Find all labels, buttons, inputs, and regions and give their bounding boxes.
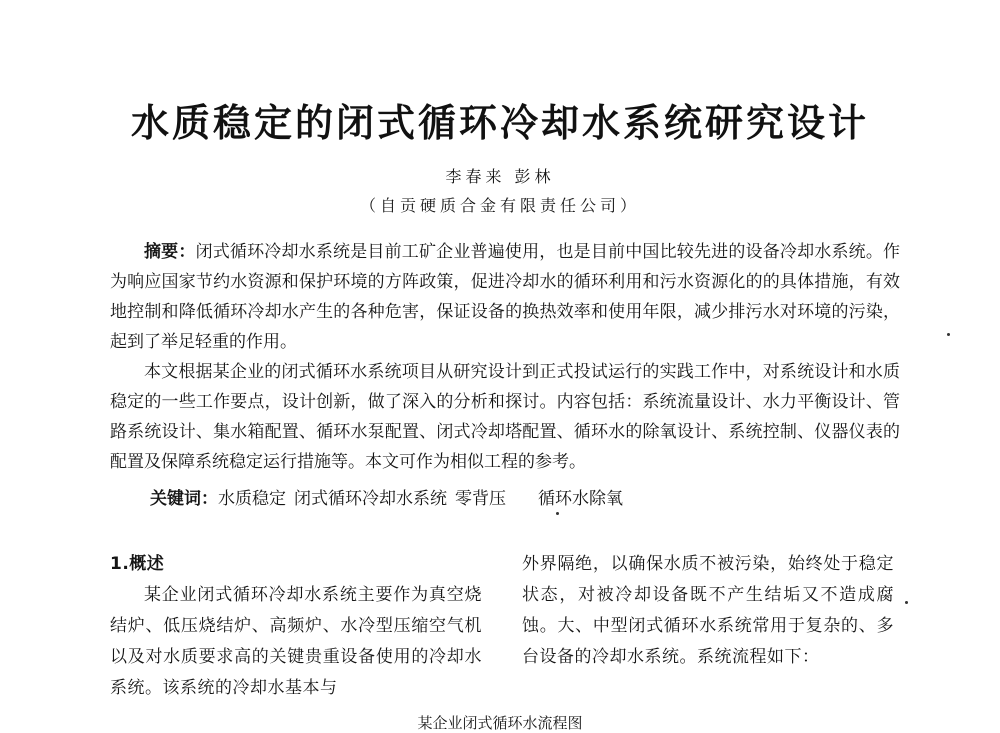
abstract-label: 摘要：	[144, 242, 196, 262]
column-right	[522, 549, 894, 673]
keywords-label: 关键词：	[150, 489, 218, 509]
section-text-left: 某企业闭式循环冷却水系统主要作为真空烧结炉、低压烧结炉、高频炉、水冷型压缩空气机以及对水质要求高的关键贵重设备使用的冷却水系统。该系统的冷却水基本与	[110, 585, 482, 698]
column-left	[110, 549, 482, 704]
section-heading: 1.概述	[110, 554, 165, 574]
scan-speck	[905, 601, 908, 604]
authors: 李春来 彭林	[445, 167, 555, 186]
keyword: 闭式循环冷却水系统	[294, 489, 447, 509]
scan-speck	[947, 333, 950, 336]
abstract-paragraph-1	[110, 237, 900, 357]
scan-speck	[556, 512, 559, 515]
keyword: 水质稳定	[218, 489, 286, 509]
section-text-right: 外界隔绝，以确保水质不被污染，始终处于稳定状态，对被冷却设备既不产生结垢又不造成腐蚀。大、中型闭式循环水系统常用于复杂的、多台设备的冷却水系统。系统流程如下：	[522, 554, 894, 667]
abstract-paragraph-2: 本文根据某企业的闭式循环水系统项目从研究设计到正式投试运行的实践工作中，对系统设计和水质稳定的一些工作要点，设计创新，做了深入的分析和探讨。内容包括：系统流量设计、水力平衡设计、管路系统设计、集水箱配置、循环水泵配置、闭式冷却塔配置、循环水的除氧设计、系统控制、仪器仪表的配置及保障系统稳定运行措施等。本文可作为相似工程的参考。	[110, 362, 900, 472]
affiliation: （自贡硬质合金有限责任公司）	[359, 196, 640, 215]
keyword: 循环水除氧	[538, 489, 623, 509]
figure-caption: 某企业闭式循环水流程图	[417, 714, 583, 732]
abstract	[110, 237, 900, 477]
abstract-text-1: 闭式循环冷却水系统是目前工矿企业普遍使用，也是目前中国比较先进的设备冷却水系统。作为响应国家节约水资源和保护环境的方阵政策，促进冷却水的循环利用和污水资源化的的具体措施，有效地控制和降低循环冷却水产生的各种危害，保证设备的换热效率和使用年限，减少排污水对环境的污染，起到了举足轻重的作用。	[110, 242, 901, 352]
paper-title: 水质稳定的闭式循环冷却水系统研究设计	[130, 101, 869, 145]
keywords	[150, 484, 631, 509]
keyword: 零背压	[455, 489, 506, 509]
